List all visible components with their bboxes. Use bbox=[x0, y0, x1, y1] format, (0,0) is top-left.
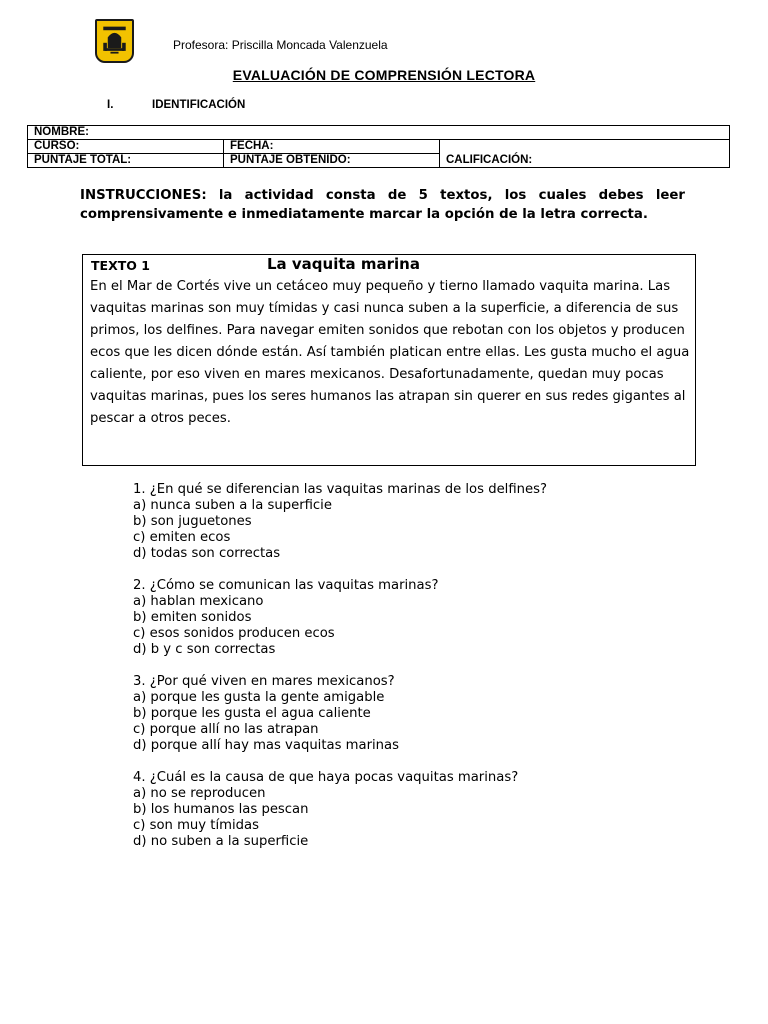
answer-option[interactable]: b) los humanos las pescan bbox=[133, 802, 309, 817]
question-text: 3. ¿Por qué viven en mares mexicanos? bbox=[133, 674, 395, 689]
answer-option[interactable]: d) porque allí hay mas vaquitas marinas bbox=[133, 738, 399, 753]
question-text: 2. ¿Cómo se comunican las vaquitas marinas? bbox=[133, 578, 439, 593]
total-score-field[interactable]: PUNTAJE TOTAL: bbox=[28, 154, 224, 168]
answer-option[interactable]: d) todas son correctas bbox=[133, 546, 281, 561]
course-field[interactable]: CURSO: bbox=[28, 140, 224, 154]
reading-text-box bbox=[82, 254, 696, 466]
answer-option[interactable]: c) emiten ecos bbox=[133, 530, 231, 545]
answer-option[interactable]: a) nunca suben a la superficie bbox=[133, 498, 332, 513]
school-crest-icon bbox=[95, 19, 134, 63]
text-label: TEXTO 1 bbox=[91, 258, 150, 273]
question bbox=[133, 578, 693, 658]
instructions: INSTRUCCIONES: la actividad consta de 5 textos, los cuales debes leer comprensivamente e inmediatamente marcar la opción de la letra correcta. bbox=[80, 188, 685, 222]
name-field[interactable]: NOMBRE: bbox=[28, 126, 730, 140]
page-title: EVALUACIÓN DE COMPRENSIÓN LECTORA bbox=[232, 67, 536, 83]
answer-option[interactable]: d) b y c son correctas bbox=[133, 642, 276, 657]
questions-list bbox=[133, 482, 693, 866]
answer-option[interactable]: c) porque allí no las atrapan bbox=[133, 722, 319, 737]
question-text: 1. ¿En qué se diferencian las vaquitas marinas de los delfines? bbox=[133, 482, 547, 497]
answer-option[interactable]: c) son muy tímidas bbox=[133, 818, 259, 833]
answer-option[interactable]: a) porque les gusta la gente amigable bbox=[133, 690, 385, 705]
date-field[interactable]: FECHA: bbox=[224, 140, 440, 154]
question bbox=[133, 482, 693, 562]
teacher-name: Profesora: Priscilla Moncada Valenzuela bbox=[173, 38, 388, 52]
section-number: I. bbox=[107, 99, 114, 111]
text-title: La vaquita marina bbox=[267, 255, 420, 273]
answer-option[interactable]: a) no se reproducen bbox=[133, 786, 266, 801]
obtained-score-field[interactable]: PUNTAJE OBTENIDO: bbox=[224, 154, 440, 168]
answer-option[interactable]: c) esos sonidos producen ecos bbox=[133, 626, 335, 641]
question bbox=[133, 674, 693, 754]
answer-option[interactable]: b) son juguetones bbox=[133, 514, 252, 529]
text-body: En el Mar de Cortés vive un cetáceo muy pequeño y tierno llamado vaquita marina. Las vaquitas marinas son muy tímidas y casi nunca suben a la superficie, a diferencia de sus primos, los delfines. Para navegar emiten sonidos que rebotan con los objetos y producen ecos que les dicen dónde están. Así también platican entre ellas. Les gusta mucho el agua caliente, por eso viven en mares mexicanos. Desafortunadamente, quedan muy pocas vaquitas marinas, pues los seres humanos las atrapan sin querer en sus redes gigantes al pescar a otros peces. bbox=[90, 279, 690, 426]
grade-field[interactable]: CALIFICACIÓN: bbox=[440, 140, 730, 168]
answer-option[interactable]: b) porque les gusta el agua caliente bbox=[133, 706, 371, 721]
question bbox=[133, 770, 693, 850]
question-text: 4. ¿Cuál es la causa de que haya pocas vaquitas marinas? bbox=[133, 770, 519, 785]
answer-option[interactable]: b) emiten sonidos bbox=[133, 610, 252, 625]
section-title: IDENTIFICACIÓN bbox=[152, 99, 246, 111]
answer-option[interactable]: a) hablan mexicano bbox=[133, 594, 264, 609]
identification-table bbox=[27, 125, 730, 168]
answer-option[interactable]: d) no suben a la superficie bbox=[133, 834, 309, 849]
